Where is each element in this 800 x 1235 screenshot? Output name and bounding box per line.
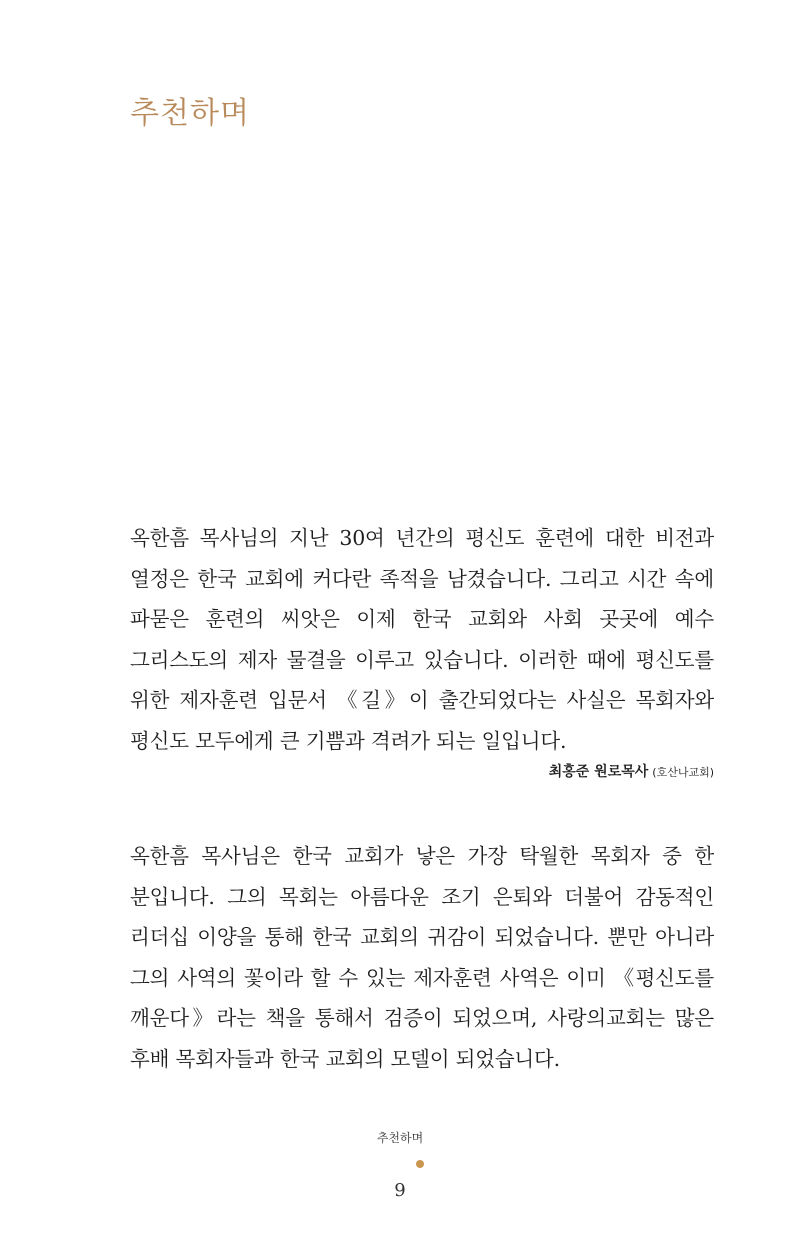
author-church: (호산나교회)	[652, 766, 714, 779]
footer-dot-ornament	[416, 1160, 424, 1168]
page-title: 추천하며	[130, 96, 250, 131]
recommendation-paragraph-2: 옥한흠 목사님은 한국 교회가 낳은 가장 탁월한 목회자 중 한 분입니다. 그의 목회는 아름다운 조기 은퇴와 더불어 감동적인 리더십 이양을 통해 한국 교회의 귀감이 되었습니다. 뿐만 아니라 그의 사역의 꽃이라 할 수 있는 제자훈련 사역은 이미 《평신도를 깨운다》라는 책을 통해서 검증이 되었으며, 사랑의교회는 많은 후배 목회자들과 한국 교회의 모델이 되었습니다.	[130, 844, 714, 1071]
footer-section-label: 추천하며	[376, 1131, 424, 1145]
page-number: 9	[394, 1180, 406, 1201]
recommendation-author	[549, 761, 714, 781]
recommendation-paragraph-1: 옥한흠 목사님의 지난 30여 년간의 평신도 훈련에 대한 비전과 열정은 한국 교회에 커다란 족적을 남겼습니다. 그리고 시간 속에 파묻은 훈련의 씨앗은 이제 한국 교회와 사회 곳곳에 예수 그리스도의 제자 물결을 이루고 있습니다. 이러한 때에 평신도를 위한 제자훈련 입문서 《길》이 출간되었다는 사실은 목회자와 평신도 모두에게 큰 기쁨과 격려가 되는 일입니다.	[130, 526, 714, 753]
author-name: 최홍준 원로목사	[548, 764, 649, 780]
